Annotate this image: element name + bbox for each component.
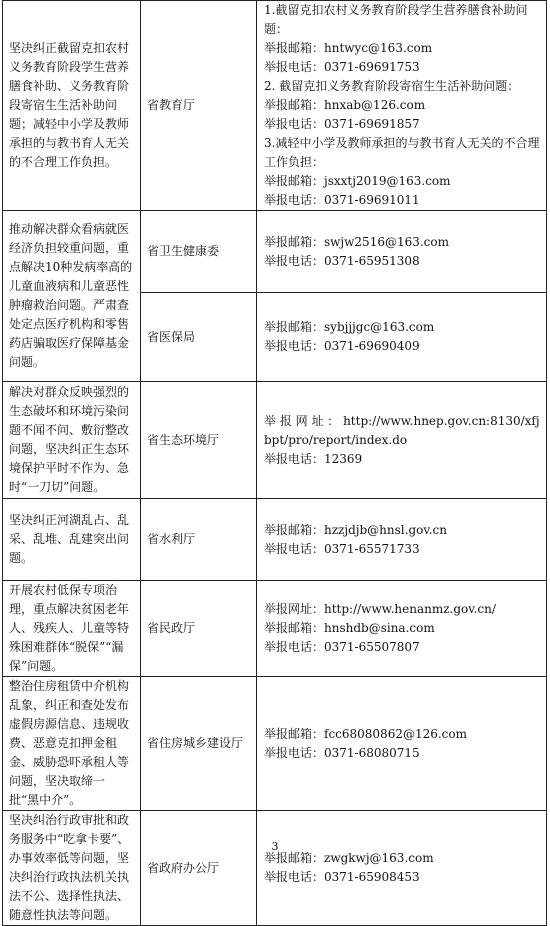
contact-line: 举报电话：0371-65507807 [264,640,420,654]
contact-line: 举报邮箱：swjw2516@163.com [264,234,450,249]
contact-line: 举报电话：0371-69691011 [264,193,420,207]
table-row [3,211,547,293]
contact-line: 举报邮箱：zwgkwj@163.com [264,851,434,865]
page-number: 3 [271,840,279,853]
contact-line: 举报邮箱：sybjjjgc@163.com [264,320,435,334]
department-cell: 省卫生健康委 [141,211,257,293]
contact-cell [257,499,547,581]
contact-line: 举报邮箱：hnshdb@sina.com [264,621,435,635]
contact-cell [257,382,547,499]
contact-line: 举报电话：0371-65951308 [264,253,420,268]
contact-line: 举报电话：0371-65571733 [264,541,420,556]
contact-line: 举报电话：0371-68080715 [264,745,420,760]
contact-line: 3.减轻中小学及教师承担的与教书育人无关的不合理工作负担： [264,136,540,169]
issue-cell: 整治住房租赁中介机构乱象，纠正和查处发布虚假房源信息、违规收费、恶意克扣押金租金、威胁恐吓承租人等问题，坚决取缔一批“黑中介”。 [3,677,141,811]
contact-line: 举报电话：0371-69691753 [264,60,420,74]
contact-cell [257,211,547,293]
contact-line: 举报电话：12369 [264,451,363,466]
contact-line: 举报邮箱：hntwyc@163.com [264,41,433,55]
issue-cell: 坚决纠治行政审批和政务服务中“吃拿卡要”、办事效率低等问题，坚决纠治行政执法机关执法不公、选择性执法、随意性执法等问题。 [3,811,141,926]
complaint-contacts-table [2,0,547,926]
contact-line: 2. 截留克扣义务教育阶段寄宿生生活补助问题： [264,79,520,93]
contact-line: 举报网址：http://www.henanmz.gov.cn/ [264,602,496,616]
issue-cell: 解决对群众反映强烈的生态破坏和环境污染问题不闻不问、敷衍整改问题，坚决纠正生态环境保护平时不作为、急时“一刀切”问题。 [3,382,141,499]
department-cell: 省住房城乡建设厅 [141,677,257,811]
issue-cell: 推动解决群众看病就医经济负担较重问题，重点解决10种发病率高的儿童血液病和儿童恶性肿瘤救治问题。严肃查处定点医疗机构和零售药店骗取医疗保障基金问题。 [3,211,141,382]
contact-cell [257,293,547,382]
contact-line: 举报电话：0371-65908453 [264,870,420,884]
issue-cell: 坚决纠正河湖乱占、乱采、乱堆、乱建突出问题。 [3,499,141,581]
contact-line: 举报电话：0371-69691857 [264,117,420,131]
table-row [3,677,547,811]
department-cell: 省政府办公厅 [141,811,257,926]
contact-line: 举报邮箱：jsxxtj2019@163.com [264,174,451,188]
department-cell: 省生态环境厅 [141,382,257,499]
contact-cell [257,581,547,677]
department-cell: 省民政厅 [141,581,257,677]
department-cell: 省医保局 [141,293,257,382]
table-row [3,811,547,926]
table-row [3,1,547,211]
table-row [3,499,547,581]
table-row [3,382,547,499]
issue-cell: 开展农村低保专项治理，重点解决贫困老年人、残疾人、儿童等特殊困难群体“脱保”“漏保”问题。 [3,581,141,677]
contact-line: 举 报 网 址 ： http://www.hnep.gov.cn:8130/xfjbpt/pro/report/index.do [264,413,540,447]
contact-line: 举报电话：0371-69690409 [264,339,420,353]
contact-line: 1.截留克扣农村义务教育阶段学生营养膳食补助问题： [264,3,528,36]
table-row [3,581,547,677]
contact-line: 举报邮箱：hnxab@126.com [264,98,426,112]
department-cell: 省水利厅 [141,499,257,581]
contact-cell [257,677,547,811]
issue-cell: 坚决纠正截留克扣农村义务教育阶段学生营养膳食补助、义务教育阶段寄宿生生活补助问题；减轻中小学及教师承担的与教书育人无关的不合理工作负担。 [3,1,141,211]
department-cell: 省教育厅 [141,1,257,211]
contact-line: 举报邮箱：fcc68080862@126.com [264,726,468,741]
contact-cell [257,811,547,926]
contact-line: 举报邮箱：hzzjdjb@hnsl.gov.cn [264,522,447,537]
contact-cell [257,1,547,211]
